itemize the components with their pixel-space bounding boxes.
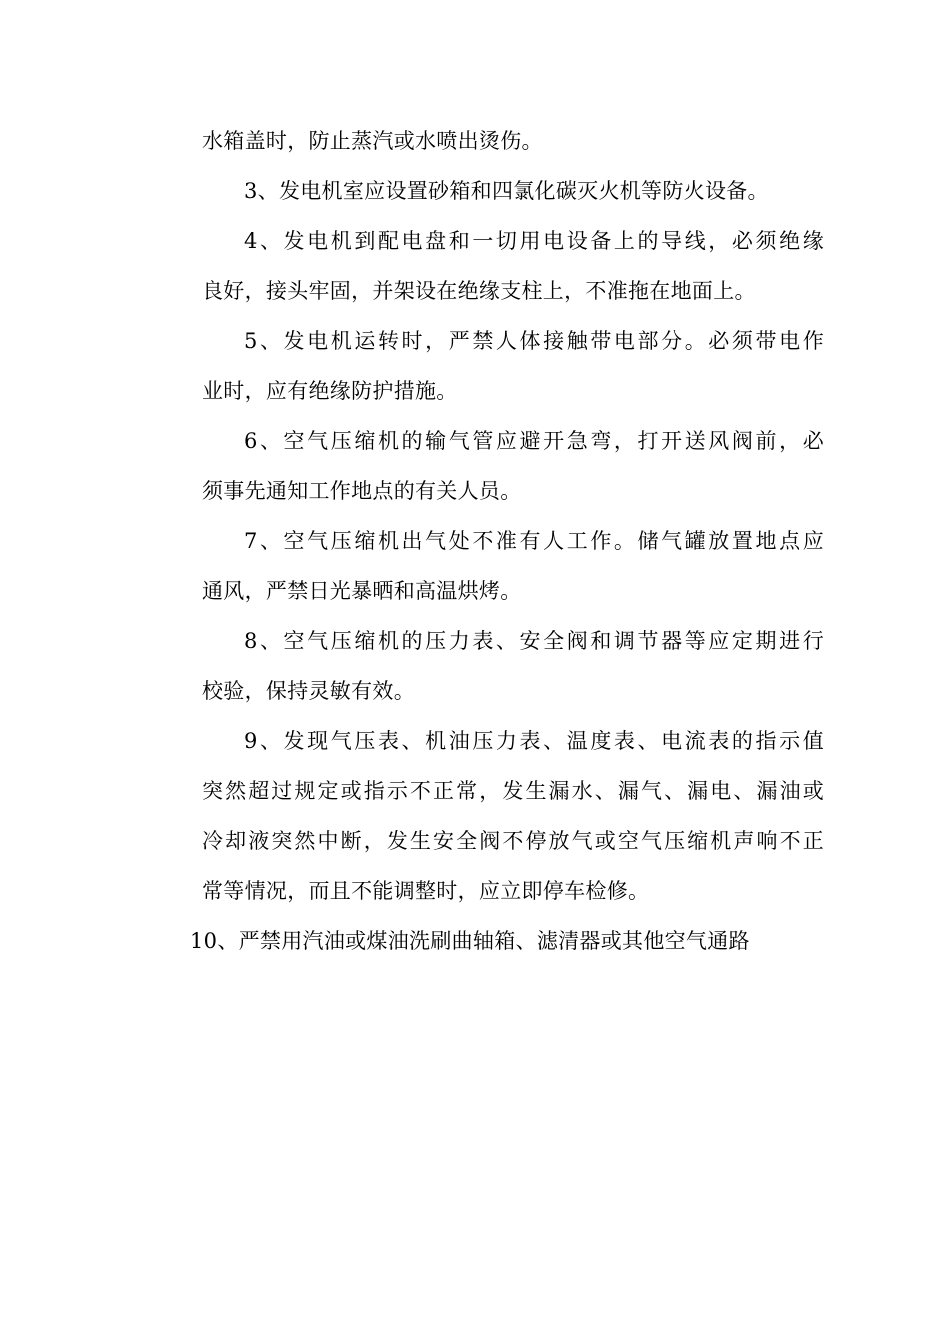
item-3-line-1: 3、发电机室应设置砂箱和四氯化碳灭火机等防火设备。 — [244, 179, 769, 203]
item-9-line-4: 常等情况，而且不能调整时，应立即停车检修。 — [202, 879, 650, 903]
item-4-line-1: 4、发电机到配电盘和一切用电设备上的导线，必须绝缘 — [244, 229, 824, 253]
text-line-continuation: 水箱盖时，防止蒸汽或水喷出烫伤。 — [202, 129, 543, 153]
item-8-line-2: 校验，保持灵敏有效。 — [202, 679, 415, 703]
item-10-line-1: 10、严禁用汽油或煤油洗刷曲轴箱、滤清器或其他空气通路 — [190, 929, 750, 953]
item-8-line-1: 8、空气压缩机的压力表、安全阀和调节器等应定期进行 — [244, 629, 824, 653]
item-9-line-2: 突然超过规定或指示不正常，发生漏水、漏气、漏电、漏油或 — [202, 779, 824, 803]
item-9-line-1: 9、发现气压表、机油压力表、温度表、电流表的指示值 — [244, 729, 824, 753]
item-5-line-1: 5、发电机运转时，严禁人体接触带电部分。必须带电作 — [244, 329, 824, 353]
item-4-line-2: 良好，接头牢固，并架设在绝缘支柱上，不准拖在地面上。 — [202, 279, 756, 303]
document-body — [190, 116, 824, 966]
item-7-line-2: 通风，严禁日光暴晒和高温烘烤。 — [202, 579, 522, 603]
item-7-line-1: 7、空气压缩机出气处不准有人工作。储气罐放置地点应 — [244, 529, 824, 553]
item-9-line-3: 冷却液突然中断，发生安全阀不停放气或空气压缩机声响不正 — [202, 829, 824, 853]
item-6-line-1: 6、空气压缩机的输气管应避开急弯，打开送风阀前，必 — [244, 429, 824, 453]
item-5-line-2: 业时，应有绝缘防护措施。 — [202, 379, 458, 403]
item-6-line-2: 须事先通知工作地点的有关人员。 — [202, 479, 522, 503]
